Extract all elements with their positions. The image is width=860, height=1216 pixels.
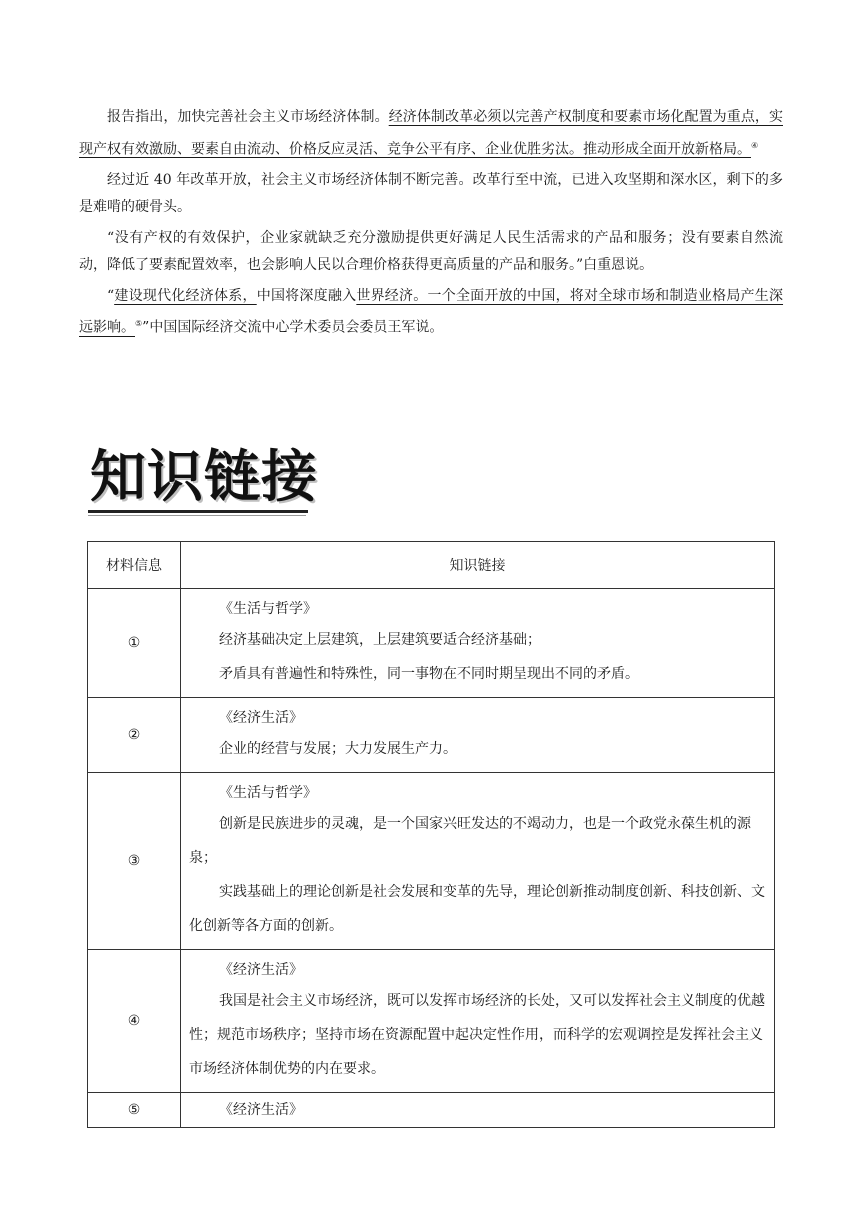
row-mark: ③: [88, 773, 181, 950]
p4-mid: 中国将深度融入: [256, 287, 357, 304]
table-row: [88, 950, 775, 1093]
paragraph-2: 经过近 40 年改革开放，社会主义市场经济体制不断完善。改革行至中流，已进入攻坚期和深水区，剩下的多是难啃的硬骨头。: [79, 171, 783, 216]
row-content: [181, 1093, 775, 1128]
p1-lead: 报告指出，加快完善社会主义市场经济体制。: [107, 109, 389, 125]
paragraph-1: [79, 104, 783, 164]
section-title-underline-shadow: [88, 515, 306, 516]
table-row: [88, 773, 775, 950]
footnote-mark-4: ④: [751, 140, 759, 150]
header-material-info: 材料信息: [88, 542, 181, 589]
row-content: [181, 773, 775, 950]
row-content: [181, 589, 775, 698]
content-line: 企业的经营与发展；大力发展生产力。: [219, 741, 457, 757]
content-line: 创新是民族进步的灵魂，是一个国家兴旺发达的不竭动力，也是一个政党永葆生机的源泉；: [189, 816, 751, 866]
table-row: [88, 698, 775, 773]
book-title: 《经济生活》: [219, 710, 303, 726]
book-title: 《生活与哲学》: [219, 601, 317, 617]
article-body: [79, 104, 783, 342]
content-line: 实践基础上的理论创新是社会发展和变革的先导，理论创新推动制度创新、科技创新、文化创新等各方面的创新。: [189, 884, 765, 934]
content-line: 经济基础决定上层建筑，上层建筑要适合经济基础；: [219, 632, 541, 648]
table-row: [88, 589, 775, 698]
table-row: [88, 1093, 775, 1128]
section-title: 知识链接: [90, 445, 318, 510]
section-title-underline: [88, 510, 308, 513]
row-mark: ⑤: [88, 1093, 181, 1128]
knowledge-table: [87, 541, 775, 1128]
paragraph-4: [79, 283, 783, 343]
row-mark: ①: [88, 589, 181, 698]
book-title: 《生活与哲学》: [219, 785, 317, 801]
row-content: [181, 950, 775, 1093]
row-content: [181, 698, 775, 773]
content-line: 矛盾具有普遍性和特殊性，同一事物在不同时期呈现出不同的矛盾。: [219, 666, 639, 682]
paragraph-3: “没有产权的有效保护，企业家就缺乏充分激励提供更好满足人民生活需求的产品和服务；没有要素自然流动，降低了要素配置效率，也会影响人民以合理价格获得更高质量的产品和服务。”白重恩说。: [79, 229, 783, 274]
row-mark: ④: [88, 950, 181, 1093]
p1-underlined: 经济体制改革必须以完善产权制度和要素市场化配置为重点，实现产权有效激励、要素自由流动、价格反应灵活、竞争公平有序、企业优胜劣汰。推动形成全面开放新格局。: [79, 109, 783, 158]
row-mark: ②: [88, 698, 181, 773]
table-header-row: [88, 542, 775, 589]
header-knowledge-link: 知识链接: [181, 542, 775, 589]
p4-underlined-1: 建设现代化经济体系，: [114, 287, 257, 304]
book-title: 《经济生活》: [219, 1102, 303, 1118]
content-line: 我国是社会主义市场经济，既可以发挥市场经济的长处，又可以发挥社会主义制度的优越性；规范市场秩序；坚持市场在资源配置中起决定性作用，而科学的宏观调控是发挥社会主义市场经济体制优势的内在要求。: [189, 993, 765, 1077]
p4-open-quote: “: [107, 287, 115, 304]
footnote-mark-5: ⑤: [135, 319, 143, 329]
p4-tail: ”中国国际经济交流中心学术委员会委员王军说。: [142, 319, 444, 336]
book-title: 《经济生活》: [219, 962, 303, 978]
p4-underlined-2: 世界经济。一个全面开放的中国，将对全球市场和制造业格局产生深远影响。: [79, 287, 784, 336]
